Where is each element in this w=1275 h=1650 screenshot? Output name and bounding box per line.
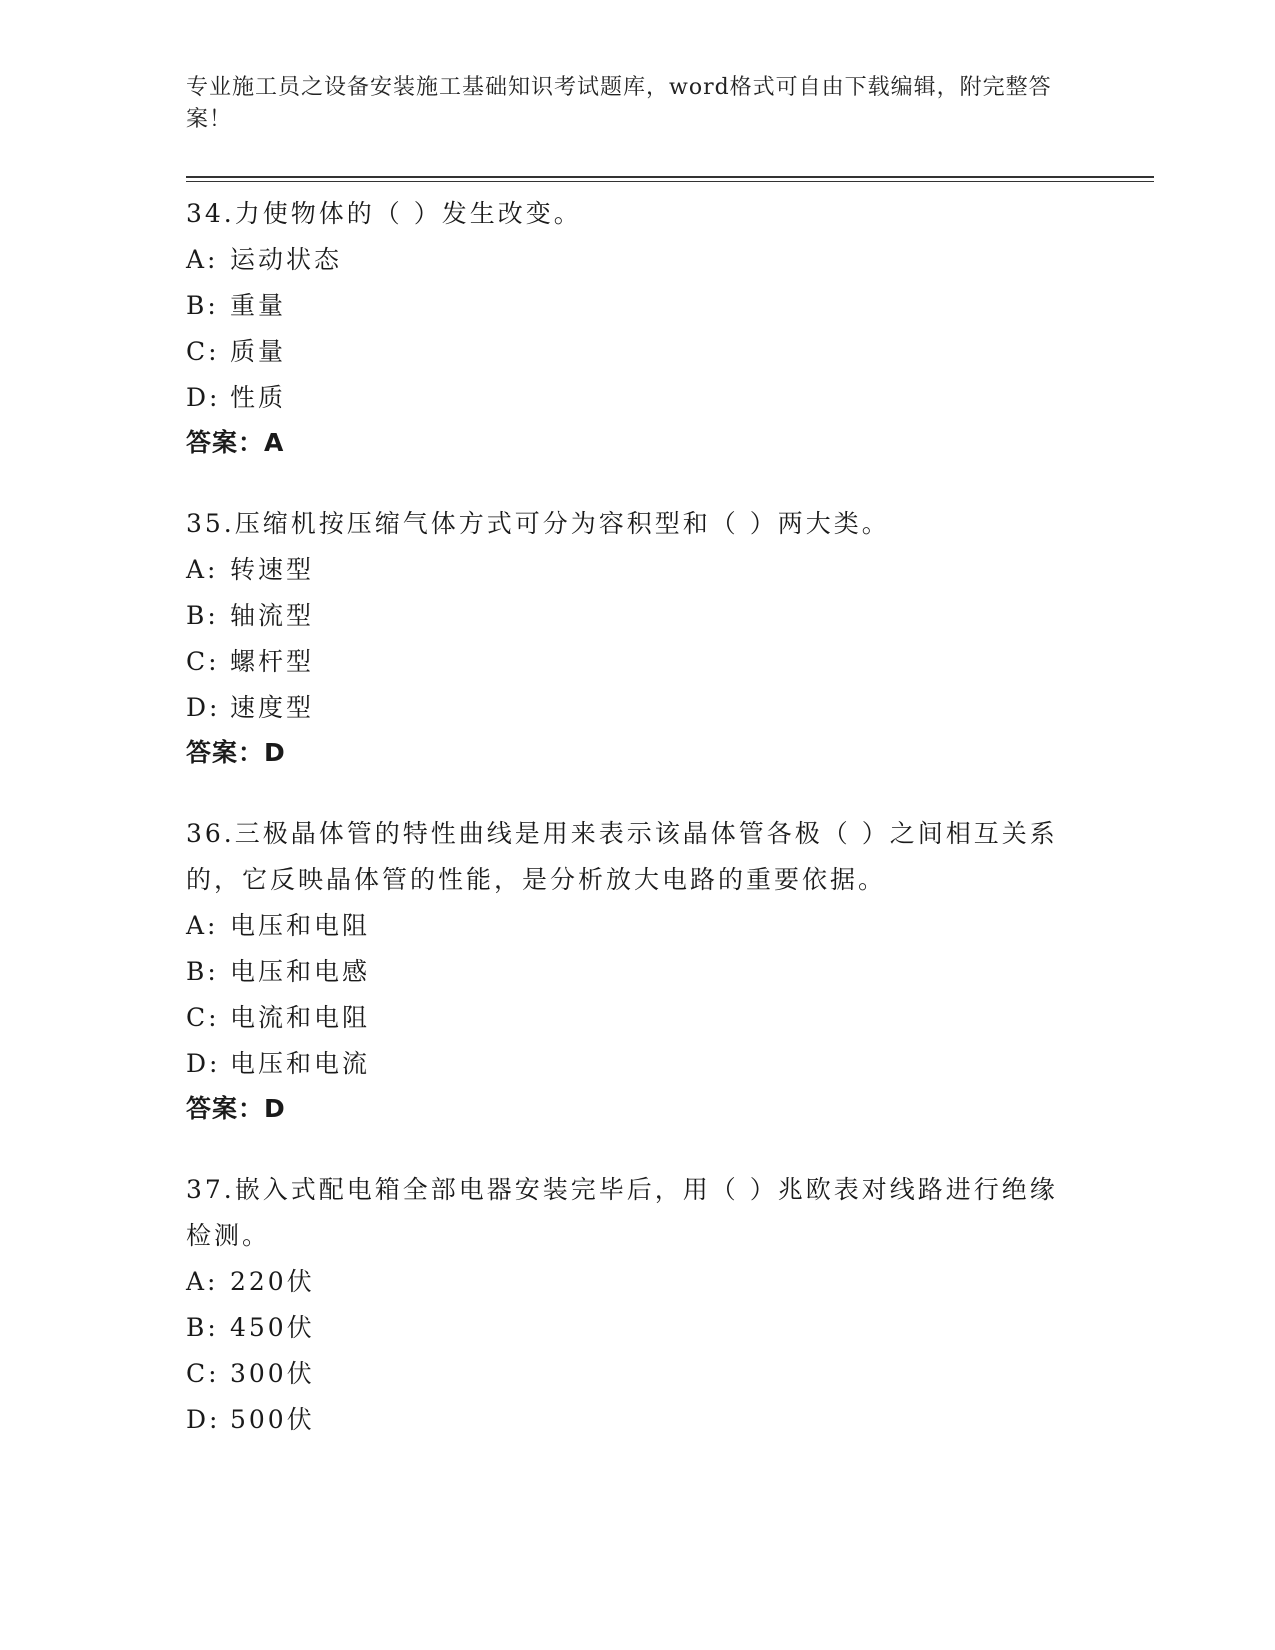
option-d (186, 375, 1066, 421)
answer-line: 答案：D (186, 1094, 286, 1123)
option-text: 性质 (230, 383, 287, 412)
question-34 (186, 191, 1066, 465)
answer-line: 答案：D (186, 738, 286, 767)
option-key: A: (186, 1267, 219, 1296)
option-key: A: (186, 911, 219, 940)
option-a (186, 903, 1066, 949)
question-36 (186, 811, 1066, 1131)
option-c (186, 329, 1066, 375)
option-key: D: (186, 383, 221, 412)
option-c (186, 639, 1066, 685)
option-text: 速度型 (230, 693, 315, 722)
option-b (186, 593, 1066, 639)
option-key: B: (186, 601, 219, 630)
option-text: 转速型 (230, 555, 315, 584)
option-c (186, 995, 1066, 1041)
option-text: 500伏 (230, 1405, 315, 1434)
header-divider-thick (186, 176, 1154, 178)
option-text: 质量 (230, 337, 287, 366)
option-text: 电压和电阻 (230, 911, 371, 940)
question-37 (186, 1167, 1066, 1443)
option-text: 螺杆型 (230, 647, 315, 676)
option-key: D: (186, 1405, 221, 1434)
header-divider-thin (186, 181, 1154, 182)
answer-line: 答案：A (186, 428, 285, 457)
question-stem: 37.嵌入式配电箱全部电器安装完毕后，用（ ）兆欧表对线路进行绝缘检测。 (186, 1175, 1058, 1250)
option-key: C: (186, 337, 220, 366)
option-text: 运动状态 (230, 245, 343, 274)
option-a (186, 547, 1066, 593)
option-key: B: (186, 1313, 219, 1342)
option-key: D: (186, 693, 221, 722)
option-d (186, 1397, 1066, 1443)
option-d (186, 685, 1066, 731)
option-key: C: (186, 1003, 220, 1032)
question-35 (186, 501, 1066, 775)
option-key: B: (186, 957, 219, 986)
document-header-title: 专业施工员之设备安装施工基础知识考试题库，word格式可自由下载编辑，附完整答案！ (186, 75, 1052, 132)
option-text: 重量 (230, 291, 287, 320)
option-key: D: (186, 1049, 221, 1078)
option-key: A: (186, 555, 219, 584)
option-text: 电流和电阻 (230, 1003, 371, 1032)
option-a (186, 1259, 1066, 1305)
option-text: 轴流型 (230, 601, 315, 630)
option-a (186, 237, 1066, 283)
option-key: C: (186, 647, 220, 676)
option-b (186, 283, 1066, 329)
question-list (186, 191, 1066, 1479)
option-text: 电压和电流 (230, 1049, 371, 1078)
question-stem: 35.压缩机按压缩气体方式可分为容积型和（ ）两大类。 (186, 509, 890, 538)
option-key: C: (186, 1359, 220, 1388)
option-c (186, 1351, 1066, 1397)
option-d (186, 1041, 1066, 1087)
option-text: 电压和电感 (230, 957, 371, 986)
option-key: B: (186, 291, 219, 320)
question-stem: 34.力使物体的（ ）发生改变。 (186, 199, 582, 228)
question-stem: 36.三极晶体管的特性曲线是用来表示该晶体管各极（ ）之间相互关系的，它反映晶体管的性能，是分析放大电路的重要依据。 (186, 819, 1058, 894)
option-key: A: (186, 245, 219, 274)
option-b (186, 1305, 1066, 1351)
option-text: 300伏 (230, 1359, 315, 1388)
option-b (186, 949, 1066, 995)
option-text: 220伏 (230, 1267, 315, 1296)
option-text: 450伏 (230, 1313, 315, 1342)
